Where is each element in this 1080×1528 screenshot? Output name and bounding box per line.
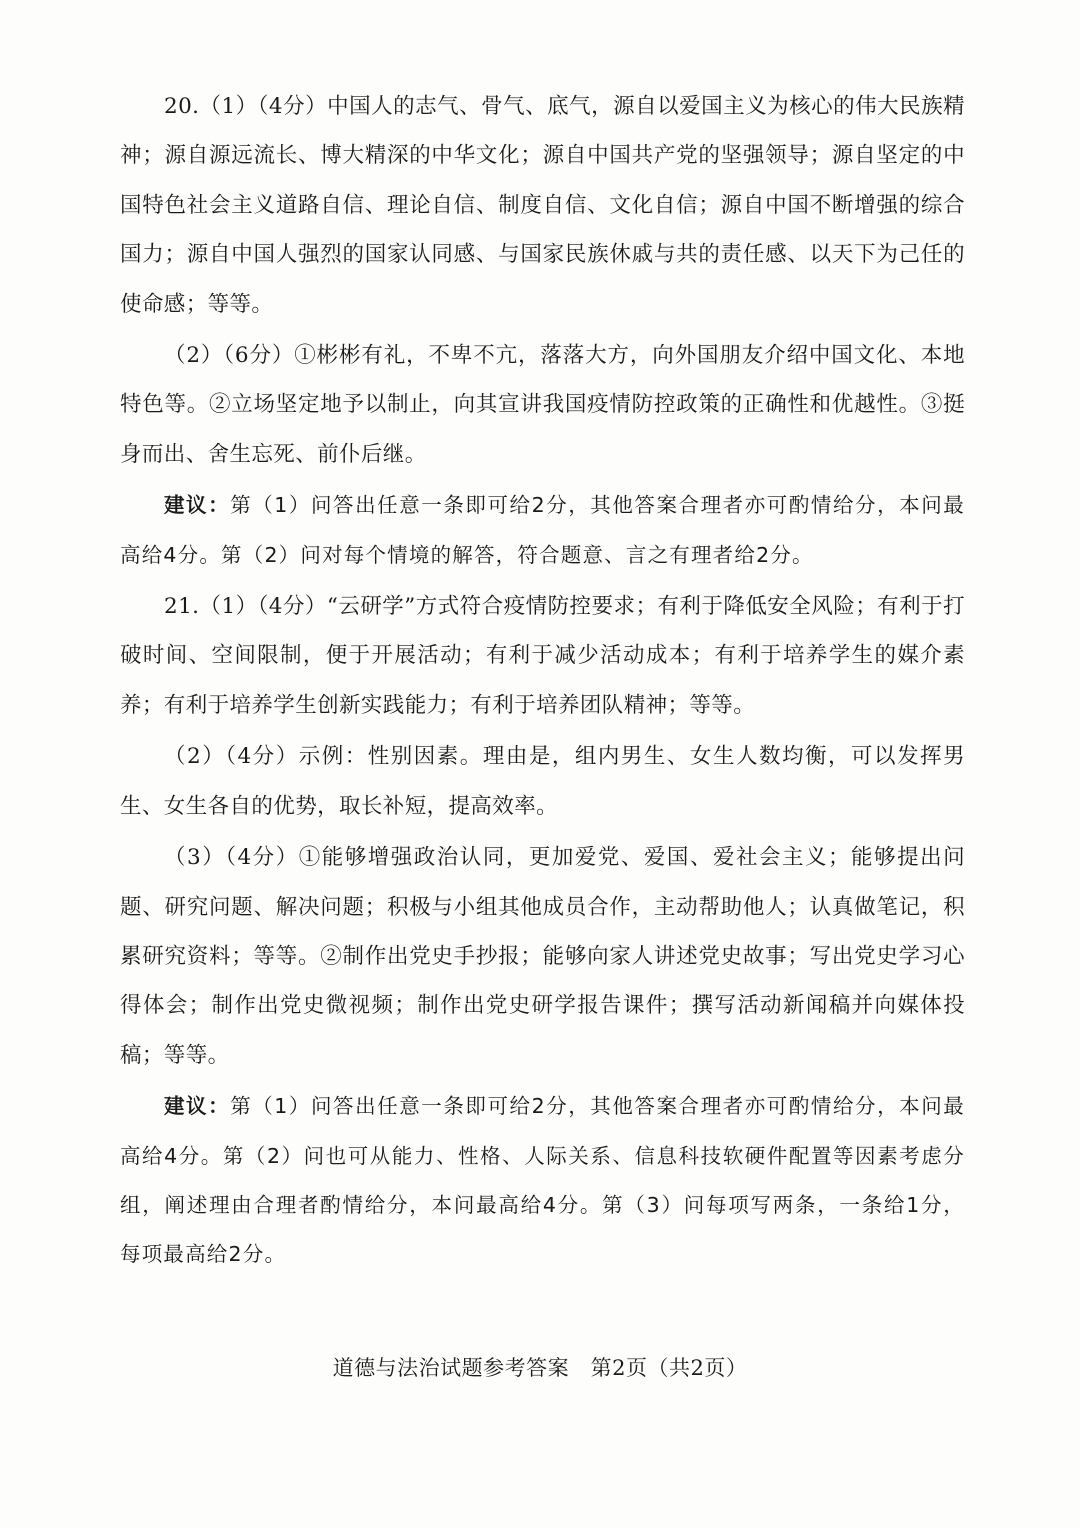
answer-content — [120, 82, 965, 1280]
q20-part1: 20.（1）（4分）中国人的志气、骨气、底气，源自以爱国主义为核心的伟大民族精神；源自源远流长、博大精深的中华文化；源自中国共产党的坚强领导；源自坚定的中国特色社会主义道路自信、理论自信、制度自信、文化自信；源自中国不断增强的综合国力；源自中国人强烈的国家认同感、与国家民族休戚与共的责任感、以天下为己任的使命感；等等。 — [120, 94, 965, 317]
q20-note-label: 建议： — [164, 493, 231, 518]
q21-note-label: 建议： — [164, 1094, 231, 1119]
q21-part3: （3）（4分）①能够增强政治认同，更加爱党、爱国、爱社会主义；能够提出问题、研究问题、解决问题；积极与小组其他成员合作，主动帮助他人；认真做笔记，积累研究资料；等等。②制作出党史手抄报；能够向家人讲述党史故事；写出党史学习心得体会；制作出党史微视频；制作出党史研学报告课件；撰写活动新闻稿并向媒体投稿；等等。 — [120, 845, 965, 1068]
q20-part2: （2）（6分）①彬彬有礼，不卑不亢，落落大方，向外国朋友介绍中国文化、本地特色等。②立场坚定地予以制止，向其宣讲我国疫情防控政策的正确性和优越性。③挺身而出、舍生忘死、前仆后继。 — [120, 343, 965, 467]
page-footer: 道德与法治试题参考答案 第2页（共2页） — [332, 1356, 748, 1380]
q21-part2: （2）（4分）示例：性别因素。理由是，组内男生、女生人数均衡，可以发挥男生、女生各自的优势，取长补短，提高效率。 — [120, 744, 965, 819]
q20-scoring-note — [120, 481, 965, 580]
q21-note-text: 第（1）问答出任意一条即可给2分，其他答案合理者亦可酌情给分，本问最高给4分。第（2）问也可从能力、性格、人际关系、信息科技软硬件配置等因素考虑分组，阐述理由合理者酌情给分，本问最高给4分。第（3）问每项写两条，一条给1分，每项最高给2分。 — [120, 1094, 965, 1267]
q21-scoring-note — [120, 1082, 965, 1280]
q20-note-text: 第（1）问答出任意一条即可给2分，其他答案合理者亦可酌情给分，本问最高给4分。第（2）问对每个情境的解答，符合题意、言之有理者给2分。 — [120, 493, 965, 567]
q21-part1: 21.（1）（4分）“云研学”方式符合疫情防控要求；有利于降低安全风险；有利于打破时间、空间限制，便于开展活动；有利于减少活动成本；有利于培养学生的媒介素养；有利于培养学生创新实践能力；有利于培养团队精神；等等。 — [120, 594, 965, 718]
